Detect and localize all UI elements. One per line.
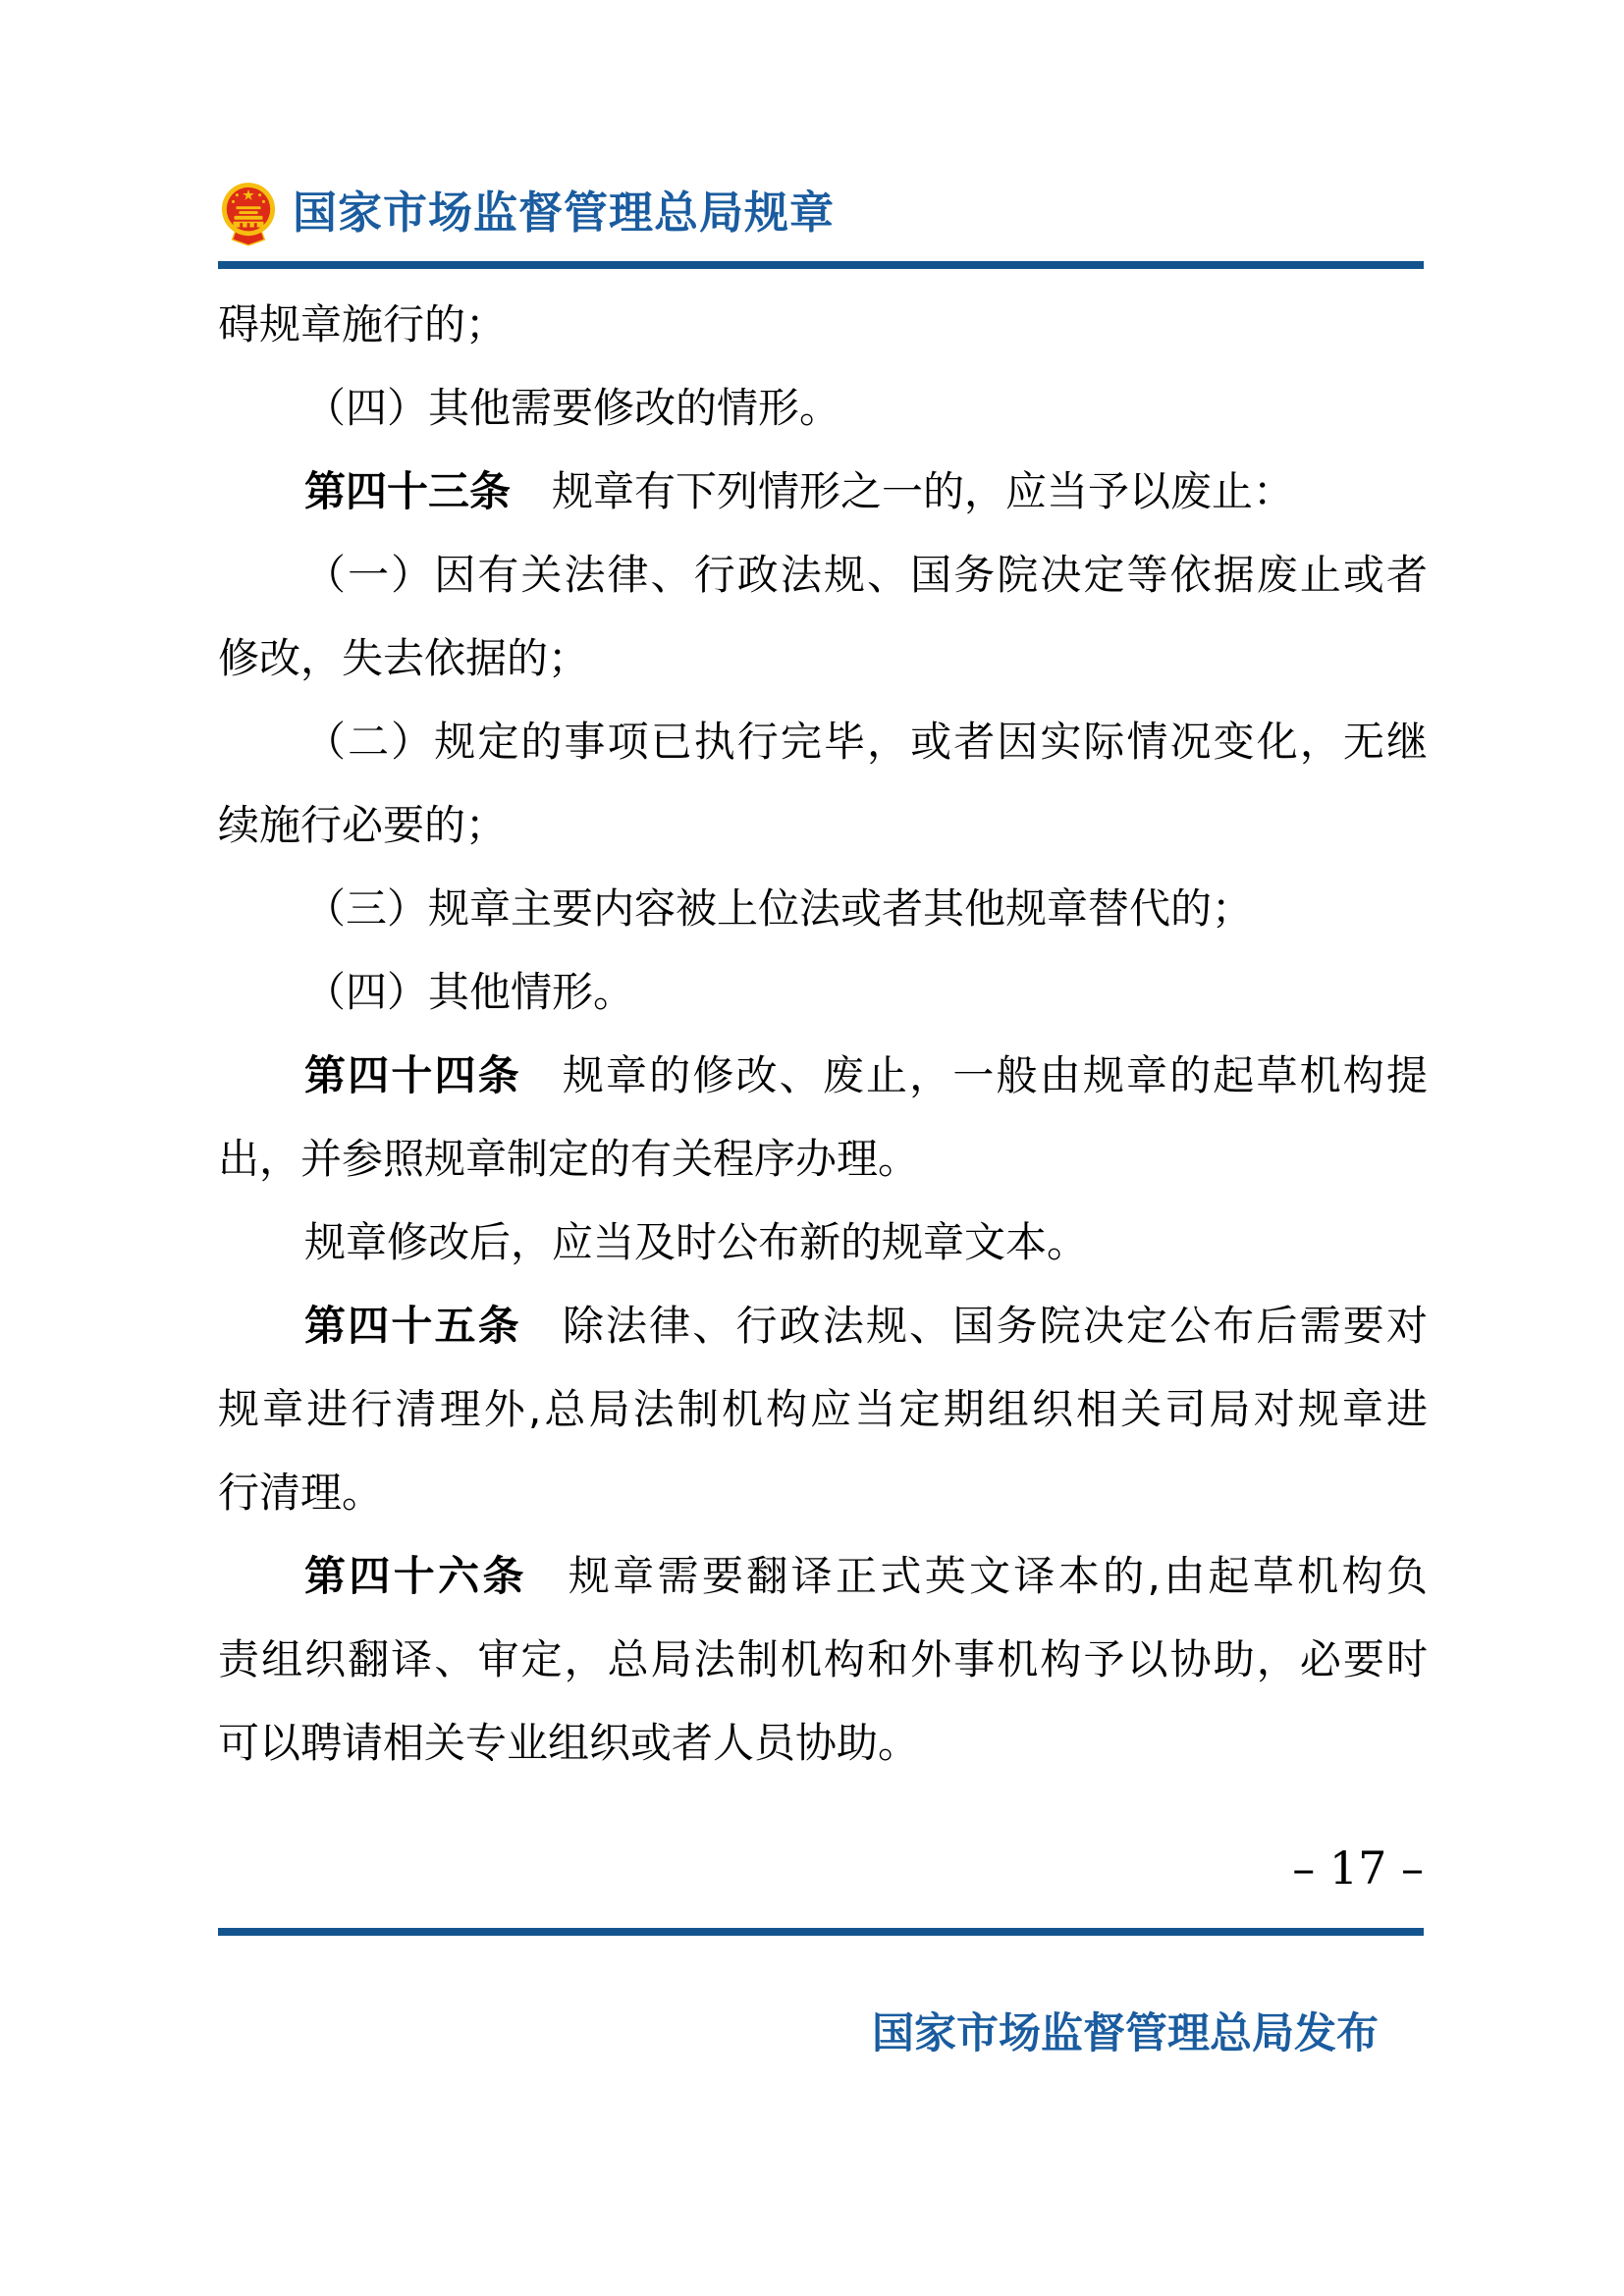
body-line-7: 续施行必要的； [218, 801, 508, 849]
body-line-12: 规章修改后，应当及时公布新的规章文本。 [304, 1218, 1089, 1266]
body-line-15: 行清理。 [218, 1468, 384, 1517]
article-number: 第四十六条 [304, 1552, 527, 1600]
body-line-9: （四）其他情形。 [304, 968, 635, 1016]
footer-publisher: 国家市场监督管理总局发布 [872, 2009, 1379, 2058]
body-line-17: 责组织翻译、审定，总局法制机构和外事机构予以协助，必要时 [218, 1635, 1428, 1683]
header-rule [218, 261, 1424, 269]
footer-rule [218, 1928, 1424, 1936]
national-emblem-icon [220, 182, 277, 246]
article-number: 第四十四条 [304, 1051, 521, 1099]
body-line-11: 出，并参照规章制定的有关程序办理。 [218, 1135, 920, 1183]
article-46-heading: 第四十六条 规章需要翻译正式英文译本的,由起草机构负 [304, 1552, 1428, 1600]
header-title: 国家市场监督管理总局规章 [293, 187, 836, 239]
body-line-2: （四）其他需要修改的情形。 [304, 384, 841, 432]
page-number: – 17 – [1292, 1842, 1424, 1895]
article-number: 第四十五条 [304, 1302, 521, 1350]
body-line-8: （三）规章主要内容被上位法或者其他规章替代的； [304, 884, 1254, 933]
article-44-heading: 第四十四条 规章的修改、废止，一般由规章的起草机构提 [304, 1051, 1428, 1099]
article-number: 第四十三条 [304, 467, 512, 515]
body-line-14: 规章进行清理外,总局法制机构应当定期组织相关司局对规章进 [218, 1385, 1428, 1433]
article-45-heading: 第四十五条 除法律、行政法规、国务院决定公布后需要对 [304, 1302, 1428, 1350]
body-line-6: （二）规定的事项已执行完毕，或者因实际情况变化，无继 [304, 718, 1428, 766]
article-43-heading: 第四十三条 规章有下列情形之一的，应当予以废止： [304, 467, 1295, 515]
body-line-4: （一）因有关法律、行政法规、国务院决定等依据废止或者 [304, 551, 1428, 599]
body-line-18: 可以聘请相关专业组织或者人员协助。 [218, 1719, 920, 1767]
document-body [218, 283, 1428, 1785]
body-line-5: 修改，失去依据的； [218, 634, 590, 682]
body-line-1: 碍规章施行的； [218, 300, 508, 348]
